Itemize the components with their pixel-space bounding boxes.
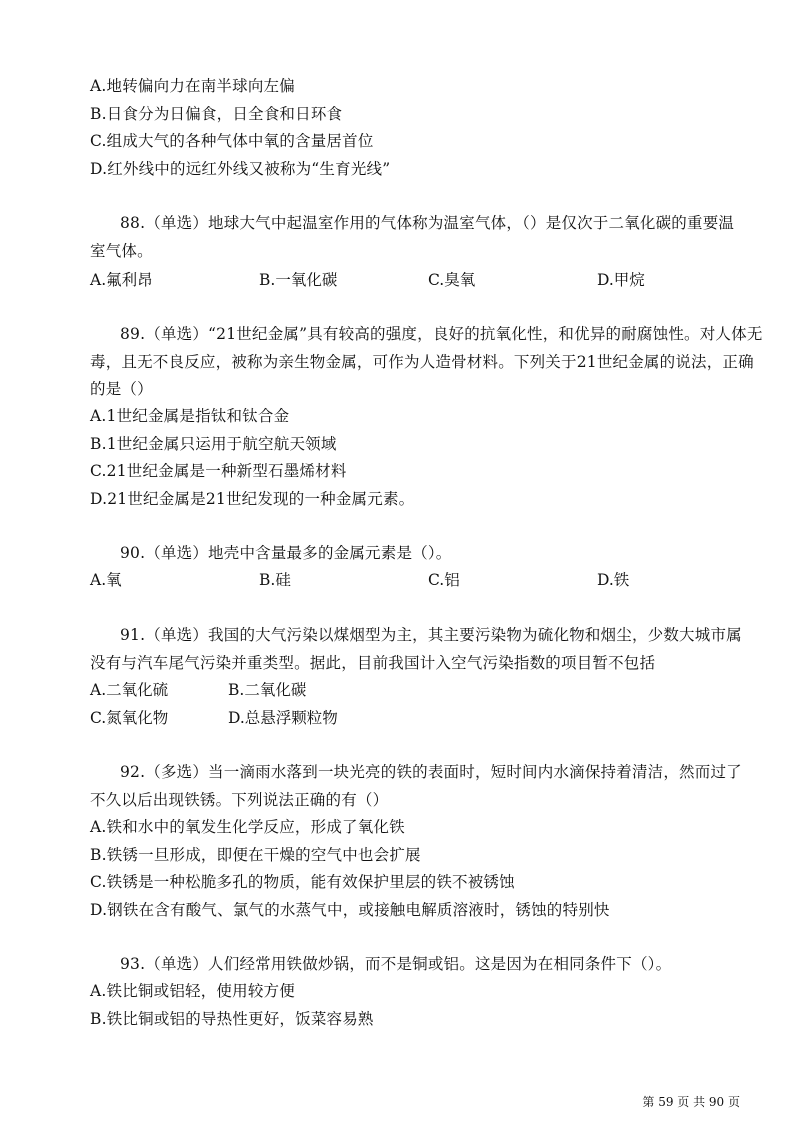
option-b: B.日食分为日偏食，日全食和日环食 bbox=[90, 104, 343, 123]
question-89 bbox=[90, 321, 763, 404]
question-91 bbox=[90, 622, 750, 677]
question-text-line: 89.（单选）“21世纪金属”具有较高的强度，良好的抗氧化性，和优异的耐腐蚀性。对人体无 bbox=[120, 325, 763, 343]
option-c: C.组成大气的各种气体中氧的含量居首位 bbox=[90, 132, 374, 150]
question-93-options bbox=[90, 978, 750, 1033]
option-b: B.铁锈一旦形成，即便在干燥的空气中也会扩展 bbox=[90, 845, 421, 864]
question-text-line: 90.（单选）地壳中含量最多的金属元素是（）。 bbox=[120, 544, 452, 562]
option-b: B.硅 bbox=[259, 571, 291, 589]
option-d: D.铁 bbox=[597, 571, 630, 589]
option-d: D.甲烷 bbox=[597, 271, 645, 289]
question-89-options bbox=[90, 403, 750, 513]
question-90-options bbox=[90, 567, 750, 595]
option-d: D.钢铁在含有酸气、氯气的水蒸气中，或接触电解质溶液时，锈蚀的特别快 bbox=[90, 900, 610, 919]
question-text-line: 不久以后出现铁锈。下列说法正确的有（） bbox=[90, 790, 389, 809]
question-text-line: 的是（） bbox=[90, 380, 153, 398]
option-a: A.1世纪金属是指钛和钛合金 bbox=[90, 407, 290, 425]
question-text-line: 毒，且无不良反应，被称为亲生物金属，可作为人造骨材料。下列关于21世纪金属的说法，正确 bbox=[90, 352, 754, 371]
option-a: A.氧 bbox=[90, 571, 122, 589]
question-text-line: 93.（单选）人们经常用铁做炒锅，而不是铜或铝。这是因为在相同条件下（）。 bbox=[120, 955, 672, 973]
option-d: D.总悬浮颗粒物 bbox=[228, 708, 338, 727]
option-b: B.一氧化碳 bbox=[259, 271, 338, 289]
question-text-line: 91.（单选）我国的大气污染以煤烟型为主，其主要污染物为硫化物和烟尘，少数大城市属 bbox=[120, 626, 742, 644]
question-90 bbox=[120, 540, 750, 568]
question-text-line: 92.（多选）当一滴雨水落到一块光亮的铁的表面时，短时间内水滴保持着清洁，然而过了 bbox=[120, 763, 742, 781]
option-a: A.铁比铜或铝轻，使用较方便 bbox=[90, 982, 295, 1000]
option-a: A.地转偏向力在南半球向左偏 bbox=[90, 77, 295, 95]
option-c: C.氮氧化物 bbox=[90, 708, 169, 727]
question-text-line: 88.（单选）地球大气中起温室作用的气体称为温室气体，（）是仅次于二氧化碳的重要温 bbox=[120, 214, 735, 232]
option-b: B.二氧化碳 bbox=[228, 681, 307, 699]
option-c: C.臭氧 bbox=[428, 271, 476, 289]
option-d: D.21世纪金属是21世纪发现的一种金属元素。 bbox=[90, 489, 415, 508]
option-c: C.21世纪金属是一种新型石墨烯材料 bbox=[90, 462, 347, 480]
option-a: A.氟利昂 bbox=[90, 271, 153, 289]
question-93 bbox=[120, 951, 750, 979]
question-92-options bbox=[90, 814, 750, 924]
option-b: B.铁比铜或铝的导热性更好，饭菜容易熟 bbox=[90, 1009, 374, 1028]
question-88-options bbox=[90, 267, 750, 295]
option-d: D.红外线中的远红外线又被称为“生育光线” bbox=[90, 159, 391, 178]
question-88 bbox=[90, 210, 750, 265]
option-a: A.铁和水中的氧发生化学反应，形成了氧化铁 bbox=[90, 818, 405, 836]
question-87-options bbox=[90, 73, 750, 183]
option-c: C.铁锈是一种松脆多孔的物质，能有效保护里层的铁不被锈蚀 bbox=[90, 873, 515, 891]
option-b: B.1世纪金属只运用于航空航天领域 bbox=[90, 434, 337, 453]
question-92 bbox=[90, 759, 750, 814]
option-c: C.铝 bbox=[428, 571, 460, 589]
question-91-options bbox=[90, 677, 750, 732]
page-number: 第 59 页 共 90 页 bbox=[642, 1095, 740, 1109]
question-text-line: 室气体。 bbox=[90, 241, 153, 260]
question-text-line: 没有与汽车尾气污染并重类型。据此，目前我国计入空气污染指数的项目暂不包括 bbox=[90, 653, 656, 672]
option-a: A.二氧化硫 bbox=[90, 681, 169, 699]
